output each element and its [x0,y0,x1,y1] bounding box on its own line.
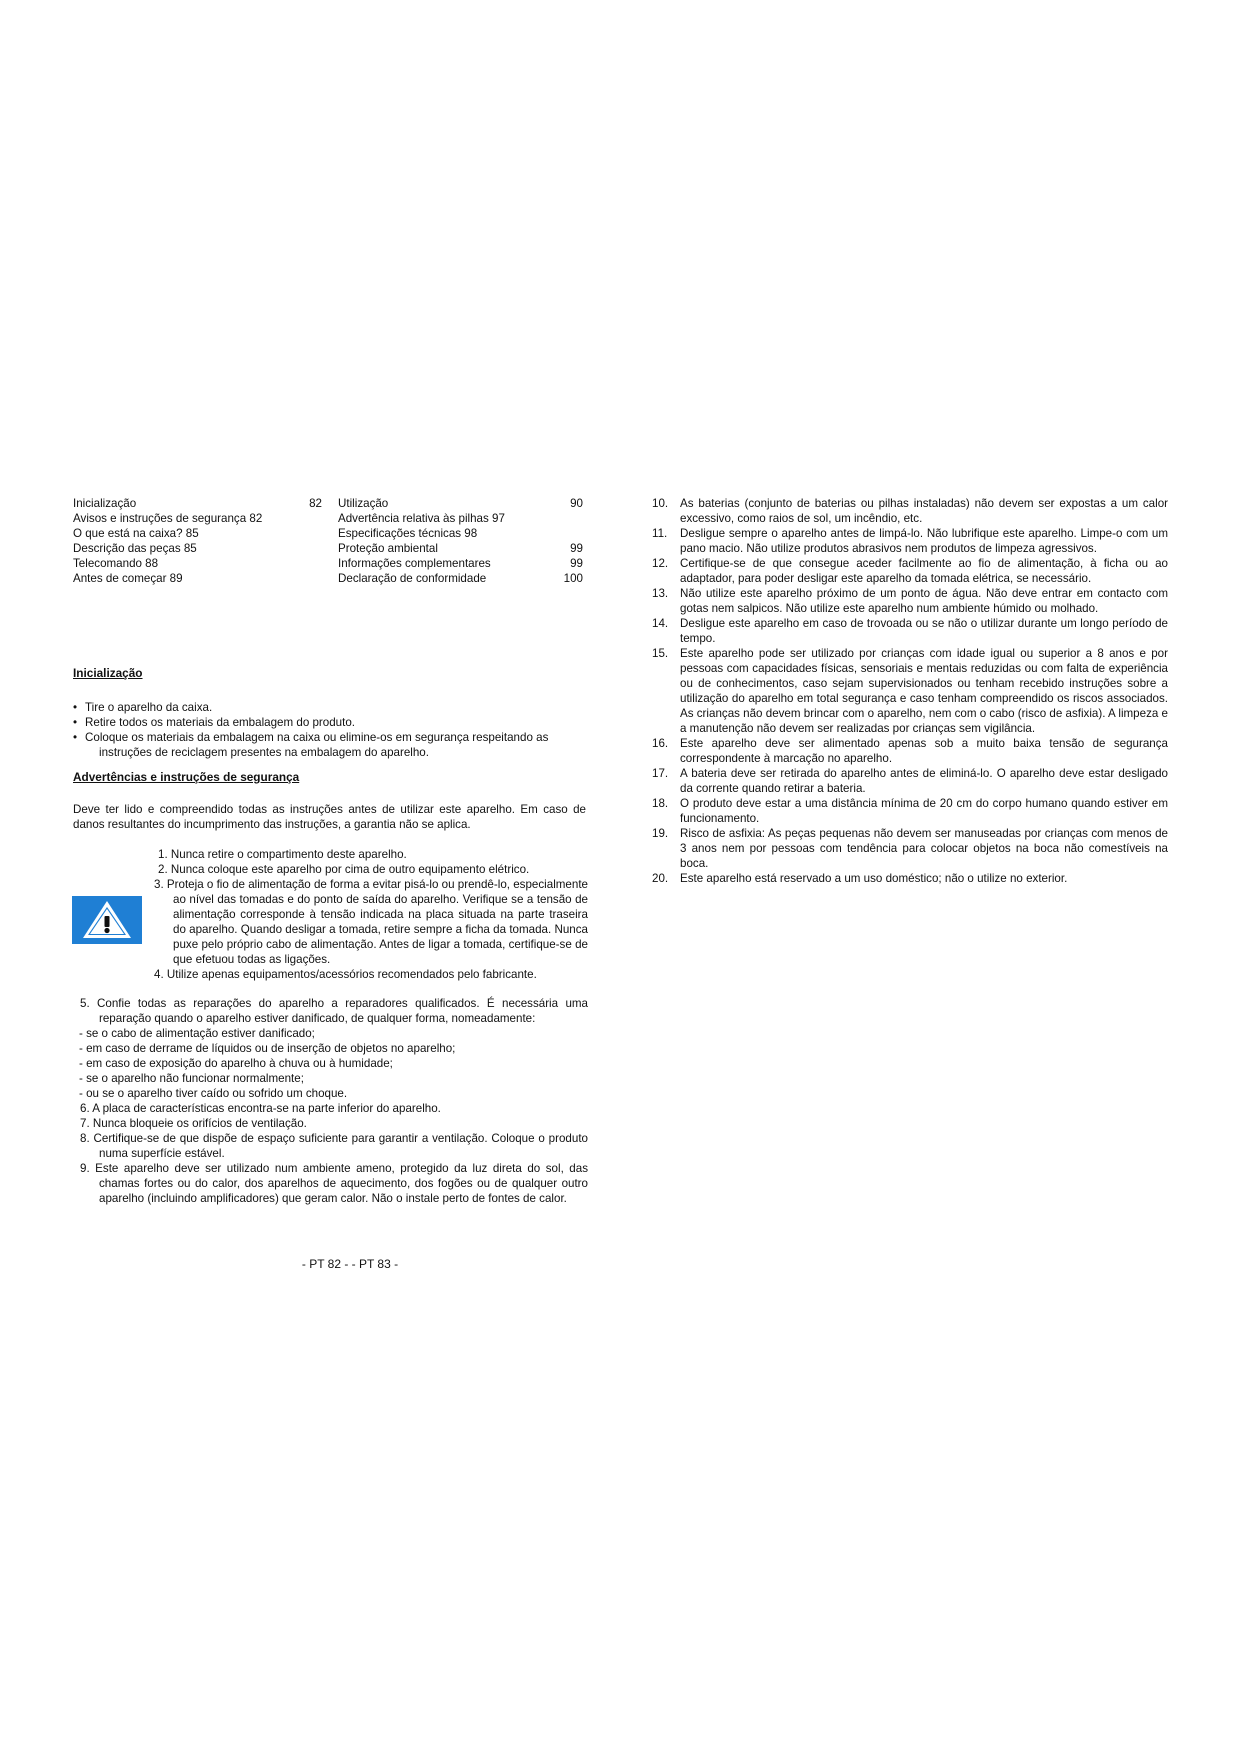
bullet-list [73,700,586,760]
right-column-list [652,496,1168,886]
item-number: 19. [652,827,669,840]
dash-item: - ou se o aparelho tiver caído ou sofrido um choque. [79,1087,348,1100]
dash-item: - se o aparelho não funcionar normalmente; [79,1072,304,1085]
bullet-icon: • [73,716,78,729]
list-item-text: Tire o aparelho da caixa. [85,701,213,714]
toc-entry[interactable] [73,541,321,556]
toc-page: 90 [570,497,583,510]
list-item [73,730,586,760]
list-item [652,496,1168,526]
toc-label: Informações complementares [338,557,491,570]
section-heading-inicializacao: Inicialização [73,666,143,680]
item-number: 16. [652,737,669,750]
list-item: 5. Confie todas as reparações do aparelho a reparadores qualificados. É necessária uma reparação quando o aparelho estiver danificado, de qualquer forma, nomeadamente: [80,997,588,1025]
list-item-text: Coloque os materiais da embalagem na caixa ou elimine-os em segurança respeitando as instruções de reciclagem presentes na embalagem do aparelho. [85,731,549,759]
list-item: 6. A placa de características encontra-se na parte inferior do aparelho. [80,1102,441,1115]
toc-right [338,496,584,586]
toc-entry[interactable] [73,511,321,526]
item-number: 13. [652,587,669,600]
list-item: 9. Este aparelho deve ser utilizado num ambiente ameno, protegido da luz direta do sol, das chamas fortes ou do calor, dos aparelhos de aquecimento, dos fogões ou de qualquer outro aparelho (incluindo amplificadores) que geram calor. Não o instale perto de fontes de calor. [80,1162,588,1205]
item-number: 17. [652,767,669,780]
item-number: 11. [652,527,668,540]
list-item [652,871,1168,886]
intro-paragraph: Deve ter lido e compreendido todas as instruções antes de utilizar este aparelho. Em caso de danos resultantes do incumprimento das instruções, a garantia não se aplica. [73,803,586,831]
item-text: Não utilize este aparelho próximo de um ponto de água. Não deve entrar em contacto com gotas nem salpicos. Não utilize este aparelho num ambiente húmido ou molhado. [680,587,1168,615]
item-number: 18. [652,797,669,810]
list-item [652,646,1168,736]
toc-entry[interactable] [338,556,584,571]
toc-label: Antes de começar 89 [73,572,183,585]
item-number: 12. [652,557,669,570]
list-item: 4. Utilize apenas equipamentos/acessórios recomendados pelo fabricante. [154,968,537,981]
toc-label: Proteção ambiental [338,542,438,555]
list-item [652,556,1168,586]
item-text: A bateria deve ser retirada do aparelho antes de eliminá-lo. O aparelho deve estar desligado da corrente quando retirar a bateria. [680,767,1168,795]
dash-item: - em caso de exposição do aparelho à chuva ou à humidade; [79,1057,393,1070]
toc-page: 99 [570,557,583,570]
item-text: Este aparelho pode ser utilizado por crianças com idade igual ou superior a 8 anos e por pessoas com capacidades físicas, sensoriais e mentais reduzidas ou com falta de experiência ou de conhecimentos, caso sejam supervisionados ou tenham recebido instruções sobre a utilização do aparelho em total segurança e caso tenham compreendido os riscos associados. As crianças não devem brincar com o aparelho, nem com o cabo (risco de asfixia). A limpeza e a manutenção não devem ser realizadas por crianças sem vigilância. [680,647,1168,735]
toc-page: 100 [563,572,583,585]
item-text: As baterias (conjunto de baterias ou pilhas instaladas) não devem ser expostas a um calor excessivo, como raios de sol, um incêndio, etc. [680,497,1168,525]
list-item [73,700,586,715]
item-text: O produto deve estar a uma distância mínima de 20 cm do corpo humano quando estiver em funcionamento. [680,797,1168,825]
toc-entry[interactable] [338,511,584,526]
dash-item: - em caso de derrame de líquidos ou de inserção de objetos no aparelho; [79,1042,456,1055]
list-item: 8. Certifique-se de que dispõe de espaço suficiente para garantir a ventilação. Coloque o produto numa superfície estável. [80,1132,588,1160]
item-text: Certifique-se de que consegue aceder facilmente ao fio de alimentação, à ficha ou ao adaptador, para poder desligar este aparelho da tomada elétrica, se necessário. [680,557,1168,585]
numbered-list-with-icon [140,847,588,982]
toc-label: Avisos e instruções de segurança 82 [73,512,263,525]
list-item [652,796,1168,826]
item-text: Este aparelho está reservado a um uso doméstico; não o utilize no exterior. [680,872,1068,885]
numbered-list-continued [73,996,588,1206]
toc-label: O que está na caixa? 85 [73,527,199,540]
list-item: 7. Nunca bloqueie os orifícios de ventilação. [80,1117,307,1130]
toc-label: Advertência relativa às pilhas 97 [338,512,505,525]
toc-entry[interactable] [338,526,584,541]
list-item: 1. Nunca retire o compartimento deste aparelho. [158,848,407,861]
dash-item: - se o cabo de alimentação estiver danificado; [79,1027,315,1040]
toc-entry[interactable] [338,496,584,511]
toc-entry[interactable] [73,526,321,541]
toc-label: Declaração de conformidade [338,572,487,585]
item-number: 10. [652,497,669,510]
list-item: 3. Proteja o fio de alimentação de forma a evitar pisá-lo ou prendê-lo, especialmente ao nível das tomadas e do ponto de saída do aparelho. Verifique se a tensão de alimentação corresponde à tensão indicada na placa situada na parte traseira do aparelho. Quando desligar a tomada, retire sempre a ficha da tomada. Nunca puxe pelo próprio cabo de alimentação. Antes de ligar a tomada, certifique-se de que efetuou todas as ligações. [154,878,588,966]
bullet-icon: • [73,731,78,744]
list-item [652,586,1168,616]
toc-label: Descrição das peças 85 [73,542,197,555]
item-text: Desligue este aparelho em caso de trovoada ou se não o utilizar durante um longo período de tempo. [680,617,1168,645]
toc-left [73,496,321,586]
item-text: Este aparelho deve ser alimentado apenas sob a muito baixa tensão de segurança correspondente à marcação no aparelho. [680,737,1168,765]
toc-entry[interactable] [338,541,584,556]
toc-entry[interactable] [73,556,321,571]
toc-entry[interactable] [73,571,321,586]
toc-entry[interactable] [338,571,584,586]
section-heading-advertencias: Advertências e instruções de segurança [73,770,300,784]
list-item [73,715,586,730]
list-item [652,526,1168,556]
list-item [652,736,1168,766]
toc-label: Especificações técnicas 98 [338,527,478,540]
toc-page: 99 [570,542,583,555]
toc-label: Inicialização [73,497,137,510]
list-item [652,826,1168,871]
item-number: 15. [652,647,669,660]
toc-entry[interactable] [73,496,321,511]
list-item-text: Retire todos os materiais da embalagem do produto. [85,716,356,729]
list-item [652,766,1168,796]
bullet-icon: • [73,701,78,714]
item-number: 20. [652,872,669,885]
toc-label: Utilização [338,497,389,510]
list-item [652,616,1168,646]
list-item: 2. Nunca coloque este aparelho por cima de outro equipamento elétrico. [158,863,530,876]
toc-page: 82 [309,497,322,510]
warning-triangle-icon [72,896,142,944]
item-text: Desligue sempre o aparelho antes de limpá-lo. Não lubrifique este aparelho. Limpe-o com um pano macio. Não utilize produtos abrasivos nem produtos de limpeza agressivos. [680,527,1168,555]
item-text: Risco de asfixia: As peças pequenas não devem ser manuseadas por crianças com menos de 3 anos nem por pessoas com tendência para colocar objetos na boca não comestíveis na boca. [680,827,1168,870]
page-footer: - PT 82 - - PT 83 - [301,1257,399,1271]
item-number: 14. [652,617,669,630]
toc-label: Telecomando 88 [73,557,159,570]
